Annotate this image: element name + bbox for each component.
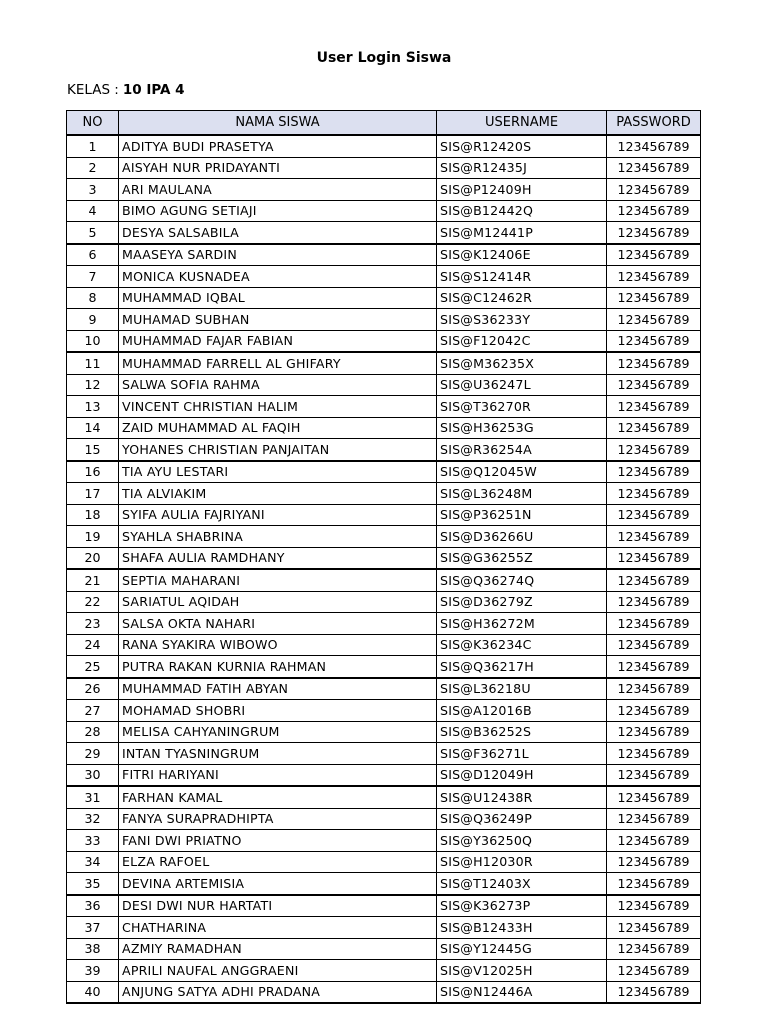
- document-title: User Login Siswa: [316, 50, 452, 66]
- table-row: [67, 309, 701, 331]
- table-row: [67, 700, 701, 722]
- header-no: NO: [67, 111, 119, 136]
- cell-username: SIS@B36252S: [437, 721, 607, 743]
- table-row: [67, 244, 701, 266]
- table-row: [67, 200, 701, 222]
- cell-nama-siswa: CHATHARINA: [119, 917, 437, 939]
- cell-username: SIS@Y12445G: [437, 938, 607, 960]
- cell-nama-siswa: RANA SYAKIRA WIBOWO: [119, 634, 437, 656]
- table-row: [67, 786, 701, 808]
- table-row: [67, 287, 701, 309]
- table-row: [67, 179, 701, 201]
- cell-nama-siswa: MONICA KUSNADEA: [119, 266, 437, 288]
- cell-nama-siswa: FARHAN KAMAL: [119, 786, 437, 808]
- table-row: [67, 873, 701, 895]
- cell-password: 123456789: [607, 700, 701, 722]
- cell-no: 23: [67, 613, 119, 635]
- cell-no: 27: [67, 700, 119, 722]
- cell-nama-siswa: MUHAMMAD IQBAL: [119, 287, 437, 309]
- cell-username: SIS@P36251N: [437, 504, 607, 526]
- table-row: [67, 981, 701, 1003]
- cell-username: SIS@Q36217H: [437, 656, 607, 678]
- cell-no: 3: [67, 179, 119, 201]
- cell-nama-siswa: BIMO AGUNG SETIAJI: [119, 200, 437, 222]
- cell-password: 123456789: [607, 461, 701, 483]
- cell-username: SIS@H36272M: [437, 613, 607, 635]
- cell-no: 4: [67, 200, 119, 222]
- cell-username: SIS@Q36274Q: [437, 569, 607, 591]
- header-username: USERNAME: [437, 111, 607, 136]
- cell-nama-siswa: ANJUNG SATYA ADHI PRADANA: [119, 981, 437, 1003]
- cell-username: SIS@D36266U: [437, 526, 607, 548]
- table-row: [67, 656, 701, 678]
- cell-nama-siswa: PUTRA RAKAN KURNIA RAHMAN: [119, 656, 437, 678]
- cell-username: SIS@U12438R: [437, 786, 607, 808]
- cell-username: SIS@B12442Q: [437, 200, 607, 222]
- table-row: [67, 591, 701, 613]
- cell-password: 123456789: [607, 504, 701, 526]
- cell-no: 15: [67, 439, 119, 461]
- cell-username: SIS@L36248M: [437, 483, 607, 505]
- table-row: [67, 396, 701, 418]
- cell-username: SIS@U36247L: [437, 374, 607, 396]
- cell-password: 123456789: [607, 938, 701, 960]
- cell-nama-siswa: VINCENT CHRISTIAN HALIM: [119, 396, 437, 418]
- table-row: [67, 569, 701, 591]
- cell-nama-siswa: TIA AYU LESTARI: [119, 461, 437, 483]
- cell-password: 123456789: [607, 330, 701, 352]
- table-row: [67, 266, 701, 288]
- cell-nama-siswa: MUHAMMAD FARRELL AL GHIFARY: [119, 352, 437, 374]
- cell-no: 12: [67, 374, 119, 396]
- cell-password: 123456789: [607, 591, 701, 613]
- table-row: [67, 352, 701, 374]
- table-row: [67, 374, 701, 396]
- cell-username: SIS@T36270R: [437, 396, 607, 418]
- table-row: [67, 547, 701, 569]
- table-row: [67, 439, 701, 461]
- header-password: PASSWORD: [607, 111, 701, 136]
- cell-no: 16: [67, 461, 119, 483]
- cell-no: 29: [67, 743, 119, 765]
- cell-password: 123456789: [607, 678, 701, 700]
- cell-nama-siswa: TIA ALVIAKIM: [119, 483, 437, 505]
- cell-no: 8: [67, 287, 119, 309]
- cell-nama-siswa: ARI MAULANA: [119, 179, 437, 201]
- cell-username: SIS@F12042C: [437, 330, 607, 352]
- cell-username: SIS@P12409H: [437, 179, 607, 201]
- cell-password: 123456789: [607, 743, 701, 765]
- cell-nama-siswa: ZAID MUHAMMAD AL FAQIH: [119, 417, 437, 439]
- cell-username: SIS@K36273P: [437, 895, 607, 917]
- cell-nama-siswa: INTAN TYASNINGRUM: [119, 743, 437, 765]
- cell-no: 26: [67, 678, 119, 700]
- cell-nama-siswa: AZMIY RAMADHAN: [119, 938, 437, 960]
- cell-no: 21: [67, 569, 119, 591]
- cell-username: SIS@M12441P: [437, 222, 607, 244]
- table-row: [67, 634, 701, 656]
- cell-password: 123456789: [607, 222, 701, 244]
- cell-no: 14: [67, 417, 119, 439]
- cell-no: 38: [67, 938, 119, 960]
- cell-nama-siswa: MUHAMMAD FATIH ABYAN: [119, 678, 437, 700]
- cell-no: 10: [67, 330, 119, 352]
- cell-no: 34: [67, 851, 119, 873]
- cell-password: 123456789: [607, 613, 701, 635]
- class-label: KELAS :: [67, 82, 119, 98]
- cell-password: 123456789: [607, 981, 701, 1003]
- cell-no: 9: [67, 309, 119, 331]
- cell-password: 123456789: [607, 526, 701, 548]
- cell-password: 123456789: [607, 851, 701, 873]
- cell-password: 123456789: [607, 786, 701, 808]
- cell-password: 123456789: [607, 244, 701, 266]
- cell-password: 123456789: [607, 417, 701, 439]
- cell-username: SIS@S36233Y: [437, 309, 607, 331]
- cell-nama-siswa: ADITYA BUDI PRASETYA: [119, 135, 437, 157]
- cell-username: SIS@G36255Z: [437, 547, 607, 569]
- cell-no: 28: [67, 721, 119, 743]
- cell-username: SIS@Q12045W: [437, 461, 607, 483]
- cell-nama-siswa: YOHANES CHRISTIAN PANJAITAN: [119, 439, 437, 461]
- cell-nama-siswa: DESYA SALSABILA: [119, 222, 437, 244]
- cell-password: 123456789: [607, 547, 701, 569]
- cell-nama-siswa: SALSA OKTA NAHARI: [119, 613, 437, 635]
- cell-username: SIS@M36235X: [437, 352, 607, 374]
- cell-no: 18: [67, 504, 119, 526]
- cell-username: SIS@R36254A: [437, 439, 607, 461]
- cell-no: 24: [67, 634, 119, 656]
- table-row: [67, 743, 701, 765]
- cell-nama-siswa: MUHAMAD SUBHAN: [119, 309, 437, 331]
- cell-no: 20: [67, 547, 119, 569]
- cell-no: 17: [67, 483, 119, 505]
- cell-no: 31: [67, 786, 119, 808]
- cell-password: 123456789: [607, 396, 701, 418]
- cell-nama-siswa: ELZA RAFOEL: [119, 851, 437, 873]
- table-row: [67, 678, 701, 700]
- cell-nama-siswa: DESI DWI NUR HARTATI: [119, 895, 437, 917]
- cell-password: 123456789: [607, 764, 701, 786]
- cell-nama-siswa: AISYAH NUR PRIDAYANTI: [119, 157, 437, 179]
- cell-no: 37: [67, 917, 119, 939]
- table-row: [67, 417, 701, 439]
- cell-password: 123456789: [607, 808, 701, 830]
- cell-no: 39: [67, 960, 119, 982]
- cell-no: 40: [67, 981, 119, 1003]
- cell-no: 33: [67, 830, 119, 852]
- cell-nama-siswa: SYAHLA SHABRINA: [119, 526, 437, 548]
- cell-password: 123456789: [607, 960, 701, 982]
- cell-no: 11: [67, 352, 119, 374]
- cell-no: 25: [67, 656, 119, 678]
- table-row: [67, 917, 701, 939]
- cell-password: 123456789: [607, 634, 701, 656]
- table-row: [67, 222, 701, 244]
- cell-password: 123456789: [607, 439, 701, 461]
- cell-no: 1: [67, 135, 119, 157]
- cell-password: 123456789: [607, 309, 701, 331]
- table-row: [67, 135, 701, 157]
- table-row: [67, 764, 701, 786]
- cell-nama-siswa: SARIATUL AQIDAH: [119, 591, 437, 613]
- cell-password: 123456789: [607, 287, 701, 309]
- cell-password: 123456789: [607, 721, 701, 743]
- cell-password: 123456789: [607, 917, 701, 939]
- cell-password: 123456789: [607, 266, 701, 288]
- table-row: [67, 808, 701, 830]
- cell-username: SIS@R12420S: [437, 135, 607, 157]
- cell-username: SIS@T12403X: [437, 873, 607, 895]
- cell-no: 35: [67, 873, 119, 895]
- table-row: [67, 526, 701, 548]
- cell-no: 36: [67, 895, 119, 917]
- cell-username: SIS@Y36250Q: [437, 830, 607, 852]
- table-row: [67, 830, 701, 852]
- cell-nama-siswa: DEVINA ARTEMISIA: [119, 873, 437, 895]
- cell-password: 123456789: [607, 830, 701, 852]
- cell-no: 13: [67, 396, 119, 418]
- cell-no: 6: [67, 244, 119, 266]
- cell-username: SIS@H36253G: [437, 417, 607, 439]
- cell-nama-siswa: SALWA SOFIA RAHMA: [119, 374, 437, 396]
- cell-nama-siswa: APRILI NAUFAL ANGGRAENI: [119, 960, 437, 982]
- cell-nama-siswa: MELISA CAHYANINGRUM: [119, 721, 437, 743]
- cell-password: 123456789: [607, 895, 701, 917]
- cell-nama-siswa: SYIFA AULIA FAJRIYANI: [119, 504, 437, 526]
- cell-username: SIS@K12406E: [437, 244, 607, 266]
- cell-password: 123456789: [607, 352, 701, 374]
- cell-username: SIS@V12025H: [437, 960, 607, 982]
- cell-username: SIS@F36271L: [437, 743, 607, 765]
- cell-username: SIS@N12446A: [437, 981, 607, 1003]
- table-row: [67, 330, 701, 352]
- cell-username: SIS@R12435J: [437, 157, 607, 179]
- cell-password: 123456789: [607, 200, 701, 222]
- cell-username: SIS@A12016B: [437, 700, 607, 722]
- table-row: [67, 504, 701, 526]
- cell-username: SIS@C12462R: [437, 287, 607, 309]
- table-row: [67, 895, 701, 917]
- cell-no: 32: [67, 808, 119, 830]
- cell-nama-siswa: SHAFA AULIA RAMDHANY: [119, 547, 437, 569]
- cell-no: 30: [67, 764, 119, 786]
- cell-username: SIS@S12414R: [437, 266, 607, 288]
- cell-no: 19: [67, 526, 119, 548]
- cell-username: SIS@H12030R: [437, 851, 607, 873]
- cell-password: 123456789: [607, 569, 701, 591]
- cell-nama-siswa: MUHAMMAD FAJAR FABIAN: [119, 330, 437, 352]
- cell-password: 123456789: [607, 135, 701, 157]
- cell-nama-siswa: FANI DWI PRIATNO: [119, 830, 437, 852]
- table-row: [67, 851, 701, 873]
- cell-username: SIS@B12433H: [437, 917, 607, 939]
- cell-password: 123456789: [607, 483, 701, 505]
- table-row: [67, 721, 701, 743]
- table-row: [67, 483, 701, 505]
- table-row: [67, 938, 701, 960]
- cell-no: 5: [67, 222, 119, 244]
- table-row: [67, 960, 701, 982]
- cell-nama-siswa: MAASEYA SARDIN: [119, 244, 437, 266]
- cell-username: SIS@D36279Z: [437, 591, 607, 613]
- cell-nama-siswa: SEPTIA MAHARANI: [119, 569, 437, 591]
- cell-password: 123456789: [607, 873, 701, 895]
- table-row: [67, 613, 701, 635]
- cell-password: 123456789: [607, 179, 701, 201]
- cell-username: SIS@K36234C: [437, 634, 607, 656]
- table-row: [67, 157, 701, 179]
- student-login-table: [66, 110, 701, 1004]
- cell-username: SIS@D12049H: [437, 764, 607, 786]
- cell-password: 123456789: [607, 374, 701, 396]
- cell-username: SIS@L36218U: [437, 678, 607, 700]
- cell-no: 22: [67, 591, 119, 613]
- table-row: [67, 461, 701, 483]
- header-nama-siswa: NAMA SISWA: [119, 111, 437, 136]
- cell-nama-siswa: FANYA SURAPRADHIPTA: [119, 808, 437, 830]
- cell-nama-siswa: FITRI HARIYANI: [119, 764, 437, 786]
- cell-password: 123456789: [607, 656, 701, 678]
- cell-no: 7: [67, 266, 119, 288]
- class-line: [67, 82, 185, 98]
- table-header-row: [67, 111, 701, 136]
- cell-username: SIS@Q36249P: [437, 808, 607, 830]
- cell-nama-siswa: MOHAMAD SHOBRI: [119, 700, 437, 722]
- cell-password: 123456789: [607, 157, 701, 179]
- class-value: 10 IPA 4: [122, 82, 185, 98]
- cell-no: 2: [67, 157, 119, 179]
